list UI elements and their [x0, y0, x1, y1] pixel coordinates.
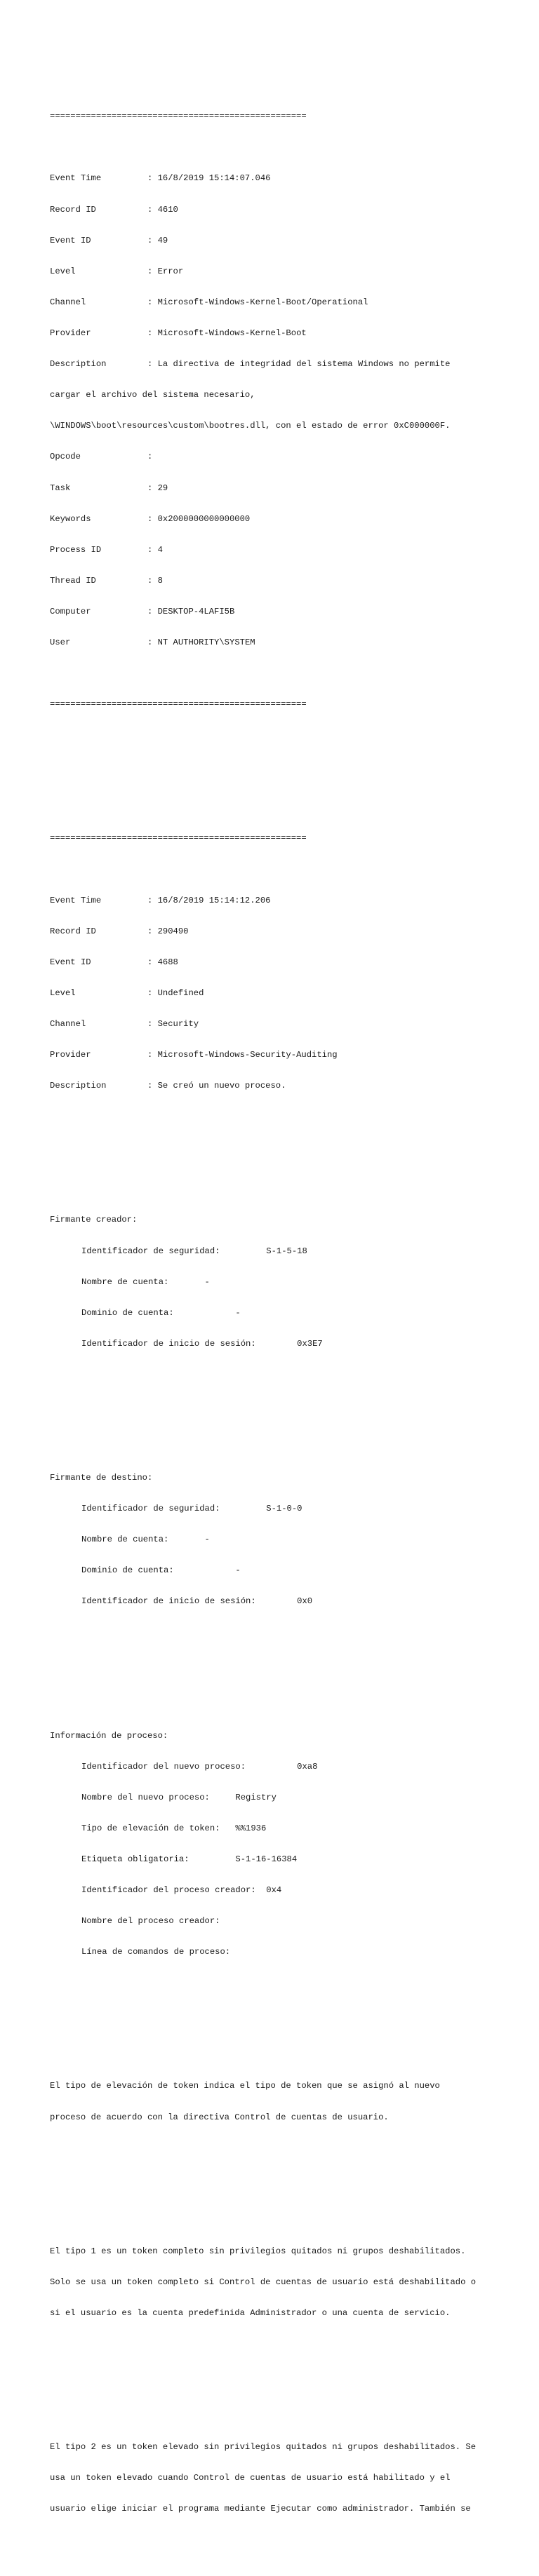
event-record [50, 91, 527, 731]
section-row: Nombre de cuenta: - [81, 1276, 210, 1287]
field-label: Record ID [50, 204, 96, 215]
field-label: Record ID [50, 926, 96, 936]
blank-line [50, 1143, 527, 1154]
field-thread-id: Thread ID : 8 [50, 575, 163, 586]
separator-line: ================================================== [50, 112, 307, 122]
field-process-id: Process ID : 4 [50, 544, 163, 555]
blank-line [50, 2174, 527, 2185]
section-row: Identificador de seguridad: S-1-5-18 [81, 1246, 307, 1256]
field-label: Process ID [50, 544, 102, 555]
event-fields [50, 875, 527, 1112]
section-title: Firmante de destino: [50, 1472, 153, 1483]
field-value: 4688 [157, 957, 178, 967]
paragraph-line: proceso de acuerdo con la directiva Control de cuentas de usuario. [50, 2112, 389, 2122]
field-label: Computer [50, 606, 91, 616]
field-channel: Channel : Security [50, 1019, 199, 1030]
paragraph-line: El tipo de elevación de token indica el tipo de token que se asignó al nuevo [50, 2081, 440, 2091]
blank-line [50, 1659, 527, 1669]
field-value: Microsoft-Windows-Kernel-Boot [157, 328, 307, 338]
field-label: Keywords [50, 513, 91, 524]
field-value: 4 [157, 544, 163, 555]
field-channel: Channel : Microsoft-Windows-Kernel-Boot/Operational [50, 297, 368, 307]
separator-line: ================================================== [50, 833, 307, 844]
blank-line [50, 2370, 527, 2380]
field-value: DESKTOP-4LAFI5B [157, 606, 235, 616]
paragraph-line: El tipo 1 es un token completo sin privilegios quitados ni grupos deshabilitados. [50, 2246, 466, 2256]
field-value: La directiva de integridad del sistema Windows no permite [157, 359, 451, 370]
section-row: Identificador del nuevo proceso: 0xa8 [81, 1761, 318, 1772]
section-row: Dominio de cuenta: - [81, 1565, 241, 1576]
paragraph-line: usuario elige iniciar el programa mediante Ejecutar como administrador. También se [50, 2504, 471, 2514]
field-event-id: Event ID : 4688 [50, 957, 178, 967]
field-value: Microsoft-Windows-Kernel-Boot/Operational [157, 297, 368, 307]
field-record-id: Record ID : 4610 [50, 204, 178, 215]
paragraph [50, 2225, 527, 2339]
field-label: User [50, 638, 71, 648]
section-row: Línea de comandos de proceso: [81, 1947, 231, 1957]
field-label: Provider [50, 1050, 91, 1060]
section-row: Tipo de elevación de token: %%1936 [81, 1823, 267, 1833]
field-keywords: Keywords : 0x2000000000000000 [50, 513, 251, 524]
field-label: Description [50, 359, 107, 370]
section-title: Firmante creador: [50, 1215, 138, 1225]
paragraph-line: si el usuario es la cuenta predefinida Administrador o una cuenta de servicio. [50, 2307, 451, 2318]
event-fields [50, 153, 527, 668]
blank-line [50, 2009, 527, 2020]
section-firmante-creador [50, 1194, 527, 1370]
field-value: 0x2000000000000000 [157, 513, 251, 524]
field-level: Level : Undefined [50, 987, 204, 998]
field-value: Error [157, 266, 184, 276]
field-user: User : NT AUTHORITY\SYSTEM [50, 638, 255, 648]
field-description: Description : La directiva de integridad del sistema Windows no permite [50, 359, 451, 370]
paragraph [50, 2061, 527, 2143]
section-row: Nombre del proceso creador: [81, 1916, 220, 1927]
field-value: 16/8/2019 15:14:12.206 [157, 895, 271, 905]
field-provider: Provider : Microsoft-Windows-Kernel-Boot [50, 328, 307, 338]
field-label: Level [50, 266, 76, 276]
field-value: 49 [157, 235, 168, 245]
field-label: Description [50, 1081, 107, 1091]
section-row: Nombre del nuevo proceso: Registry [81, 1792, 277, 1802]
event-log-document [50, 50, 527, 2576]
field-value: 29 [157, 483, 168, 493]
separator-line: ================================================== [50, 699, 307, 710]
field-value: 16/8/2019 15:14:07.046 [157, 173, 271, 184]
field-value: 4610 [157, 204, 178, 215]
paragraph [50, 2422, 527, 2535]
section-firmante-destino [50, 1452, 527, 1628]
field-value: Microsoft-Windows-Security-Auditing [157, 1050, 338, 1060]
paragraph-line: El tipo 2 es un token elevado sin privilegios quitados ni grupos deshabilitados. Se [50, 2442, 477, 2453]
section-row: Identificador del proceso creador: 0x4 [81, 1885, 282, 1896]
field-value: Se creó un nuevo proceso. [157, 1081, 286, 1091]
field-provider: Provider : Microsoft-Windows-Security-Auditing [50, 1050, 338, 1060]
field-event-id: Event ID : 49 [50, 235, 168, 245]
section-row: Identificador de inicio de sesión: 0x3E7 [81, 1338, 323, 1349]
section-row: Identificador de seguridad: S-1-0-0 [81, 1504, 302, 1514]
field-event-time: Event Time : 16/8/2019 15:14:07.046 [50, 173, 271, 184]
field-record-id: Record ID : 290490 [50, 926, 189, 936]
field-label: Channel [50, 297, 86, 307]
field-label: Event ID [50, 957, 91, 967]
paragraph-line: usa un token elevado cuando Control de cuentas de usuario está habilitado y el [50, 2473, 451, 2483]
field-label: Channel [50, 1019, 86, 1030]
field-task: Task : 29 [50, 483, 168, 493]
section-row: Nombre de cuenta: - [81, 1535, 210, 1545]
blank-line [50, 762, 527, 772]
field-label: Level [50, 987, 76, 998]
field-value: 8 [157, 575, 163, 586]
field-value: Security [157, 1019, 199, 1030]
field-computer: Computer : DESKTOP-4LAFI5B [50, 606, 235, 616]
field-opcode: Opcode : [50, 452, 158, 462]
description-continuation: \WINDOWS\boot\resources\custom\bootres.dll, con el estado de error 0xC000000F. [50, 421, 451, 431]
blank-line [50, 1401, 527, 1411]
event-record [50, 813, 527, 2556]
paragraph-line: Solo se usa un token completo si Control de cuentas de usuario está deshabilitado o [50, 2277, 477, 2287]
section-row: Dominio de cuenta: - [81, 1307, 241, 1318]
description-continuation: cargar el archivo del sistema necesario, [50, 390, 255, 400]
field-label: Thread ID [50, 575, 96, 586]
field-label: Event Time [50, 895, 102, 905]
field-label: Event Time [50, 173, 102, 184]
field-event-time: Event Time : 16/8/2019 15:14:12.206 [50, 895, 271, 905]
section-informacion-proceso [50, 1710, 527, 1978]
section-row: Etiqueta obligatoria: S-1-16-16384 [81, 1854, 298, 1864]
field-level: Level : Error [50, 266, 184, 276]
field-description: Description : Se creó un nuevo proceso. [50, 1081, 286, 1091]
field-label: Provider [50, 328, 91, 338]
field-label: Task [50, 483, 71, 493]
field-value: Undefined [157, 987, 204, 998]
field-value: 290490 [157, 926, 189, 936]
field-label: Opcode [50, 452, 81, 462]
field-value: NT AUTHORITY\SYSTEM [157, 638, 255, 648]
section-title: Información de proceso: [50, 1730, 168, 1741]
field-label: Event ID [50, 235, 91, 245]
section-row: Identificador de inicio de sesión: 0x0 [81, 1596, 313, 1607]
